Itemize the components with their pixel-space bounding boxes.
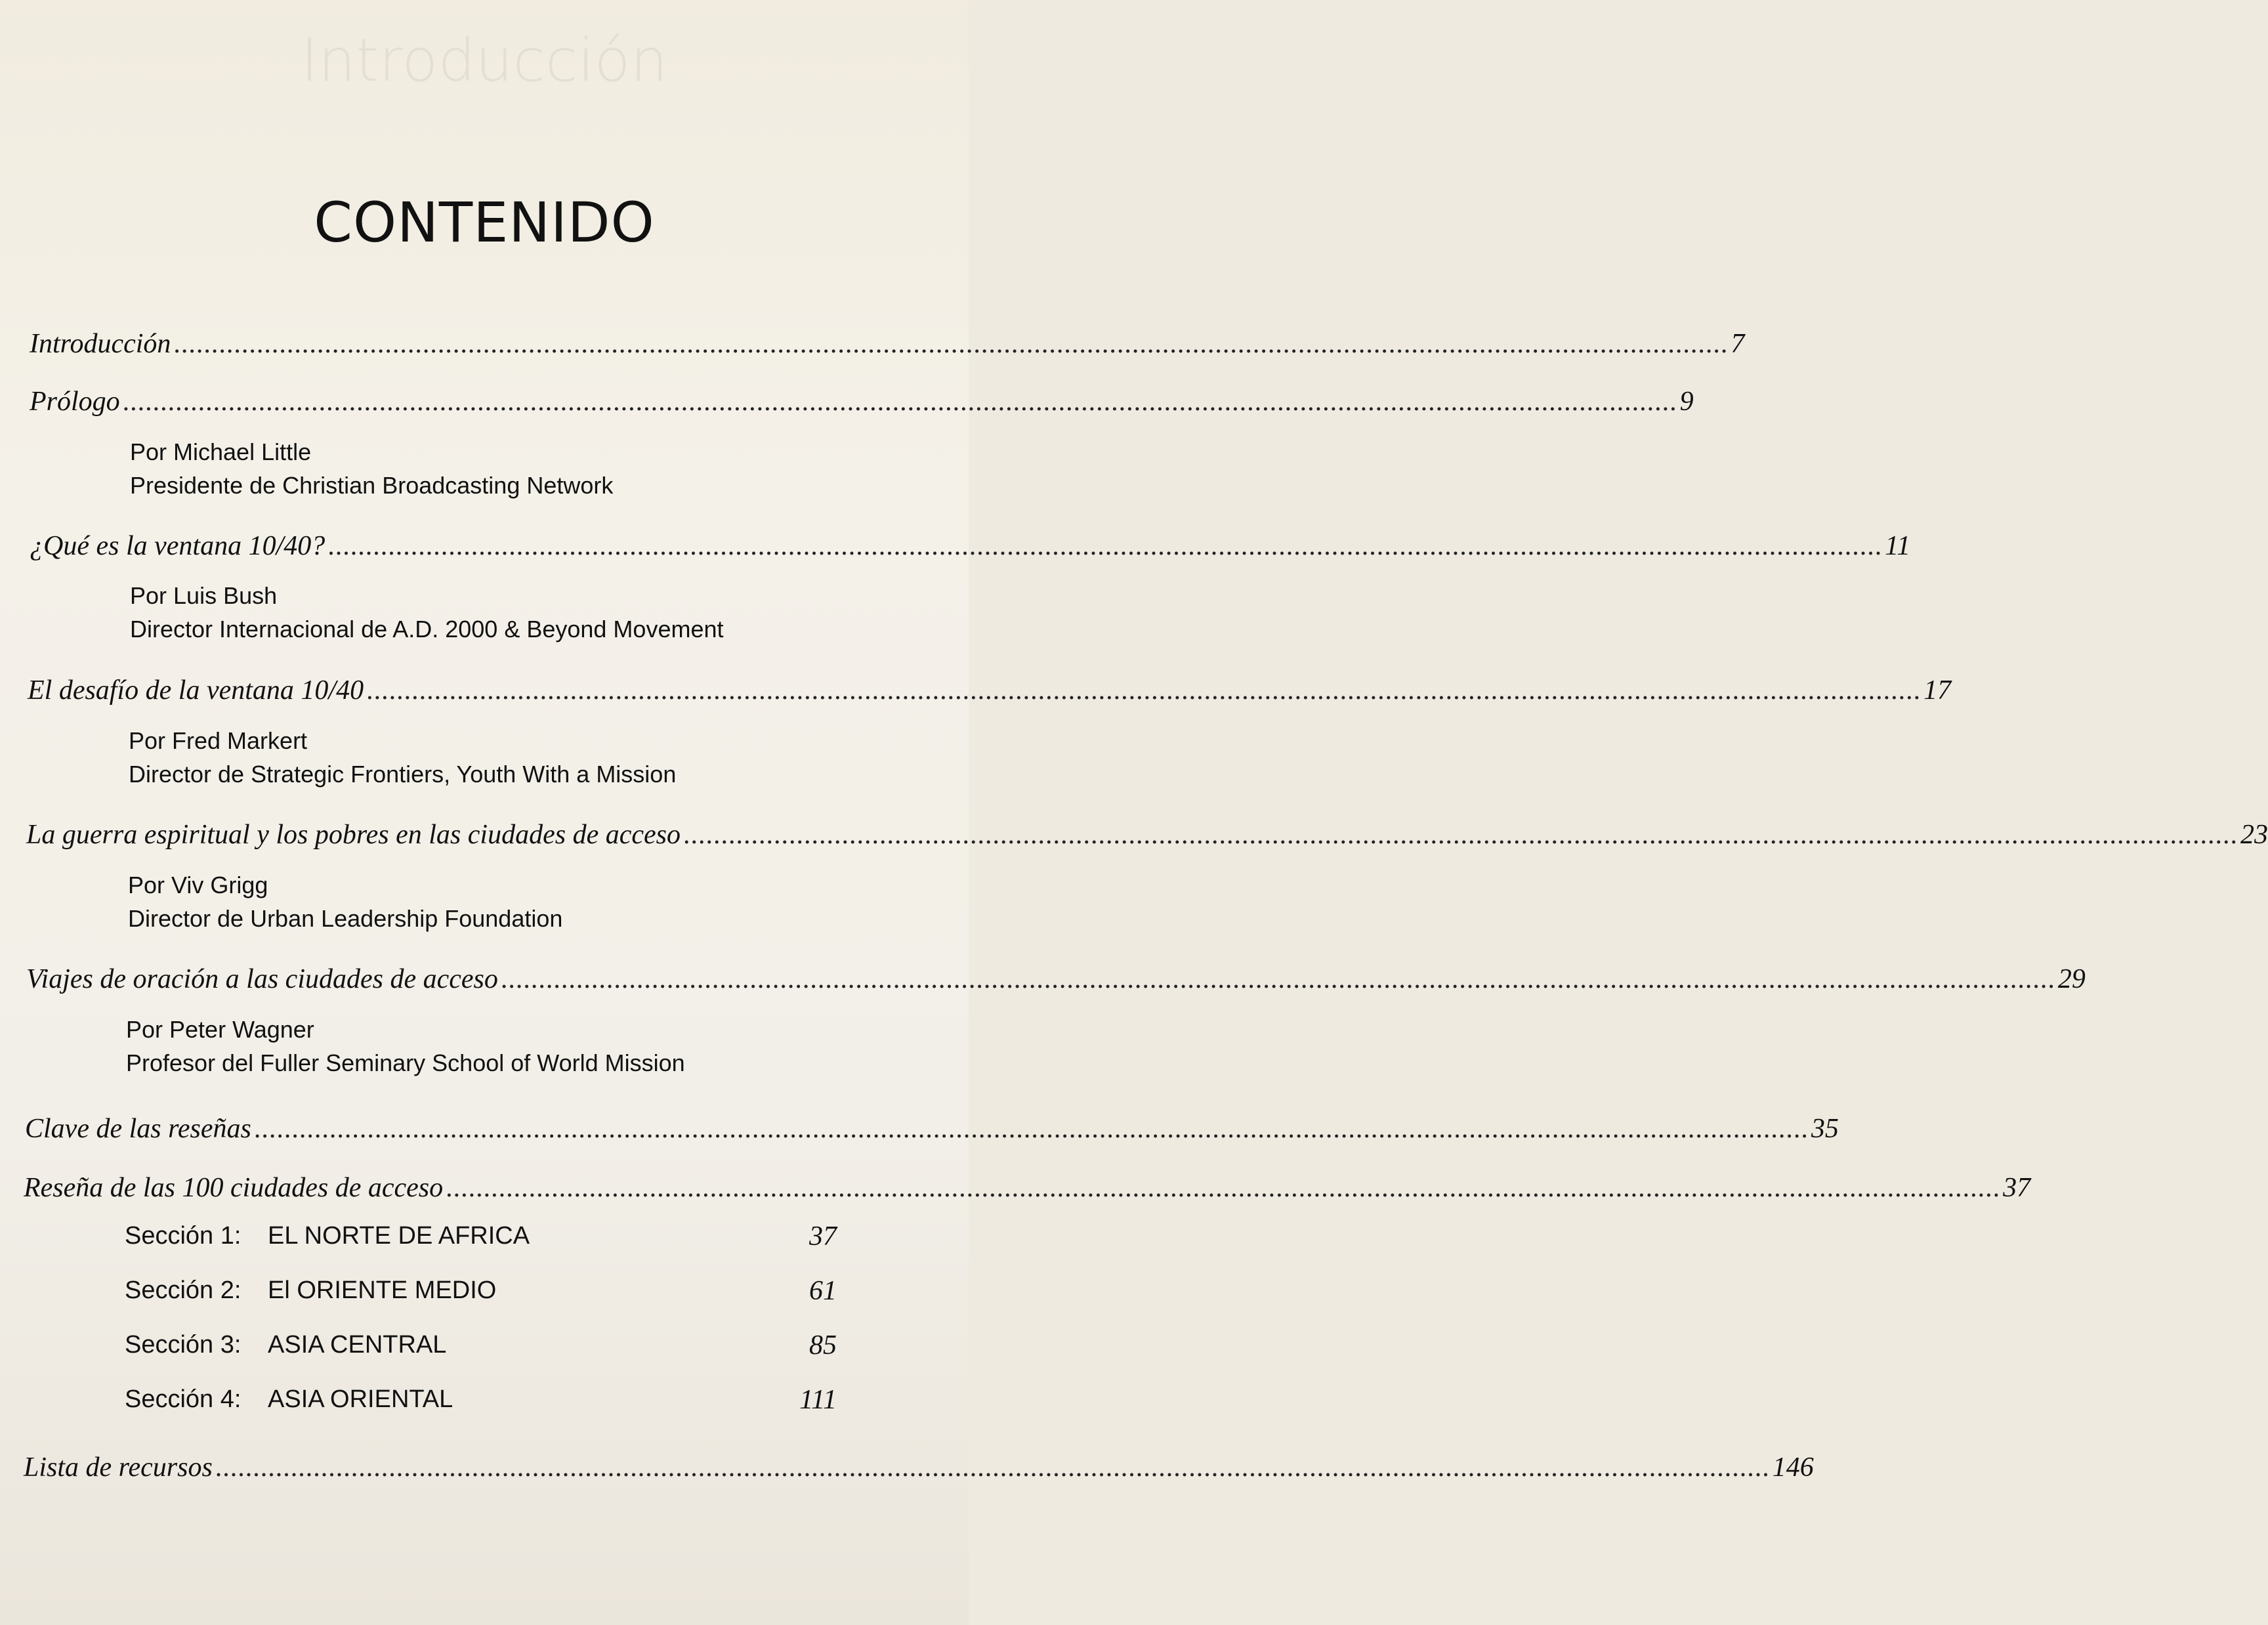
toc-entry-introduccion[interactable] [0, 328, 1745, 368]
toc-entry-title: Clave de las reseñas [25, 1114, 251, 1144]
leader-dots: .............................................................................................................................................................................................................. [173, 329, 1729, 359]
section-label: Sección 3: [125, 1331, 242, 1359]
toc-entry-title: Prólogo [30, 387, 120, 417]
section-label: Sección 1: [125, 1222, 242, 1250]
section-name: EL NORTE DE AFRICA [268, 1222, 530, 1250]
leader-dots: .............................................................................................................................................................................................................. [253, 1114, 1809, 1144]
section-page: 85 [809, 1330, 837, 1361]
section-page: 111 [799, 1385, 837, 1415]
toc-entry-page: 29 [2057, 964, 2086, 994]
toc-entry-page: 17 [1923, 675, 1952, 706]
bleed-through-heading: Introducción [301, 26, 668, 95]
toc-entry-page: 9 [1679, 387, 1694, 417]
toc-entry-author: Por Fred Markert [129, 727, 308, 754]
toc-entry-author: Por Peter Wagner [126, 1016, 314, 1043]
toc-entry-role: Director de Strategic Frontiers, Youth With a Mission [129, 761, 677, 788]
toc-entry-lista-de-recursos[interactable] [0, 1452, 1814, 1491]
section-page: 61 [809, 1276, 837, 1306]
toc-entry-la-guerra-espiritual[interactable] [0, 819, 2268, 858]
toc-entry-el-desafio[interactable] [0, 675, 1952, 714]
toc-entry-role: Director de Urban Leadership Foundation [128, 905, 563, 932]
leader-dots: .............................................................................................................................................................................................................. [366, 675, 1922, 706]
contents-title: CONTENIDO [314, 190, 655, 255]
toc-entry-clave-de-las-resenas[interactable] [0, 1113, 1839, 1152]
section-label: Sección 2: [125, 1277, 242, 1304]
leader-dots: .............................................................................................................................................................................................................. [327, 531, 1883, 561]
toc-entry-title: La guerra espiritual y los pobres en las ciudades de acceso [26, 820, 681, 850]
toc-entry-page: 11 [1885, 531, 1911, 561]
toc-entry-page: 146 [1772, 1452, 1814, 1483]
section-name: ASIA CENTRAL [268, 1331, 447, 1359]
toc-entry-title: Reseña de las 100 ciudades de acceso [24, 1173, 444, 1203]
leader-dots: .............................................................................................................................................................................................................. [500, 964, 2055, 994]
toc-entry-title: Viajes de oración a las ciudades de acceso [26, 964, 498, 994]
toc-entry-role: Presidente de Christian Broadcasting Network [130, 472, 614, 499]
toc-entry-title: Lista de recursos [24, 1452, 213, 1483]
leader-dots: .............................................................................................................................................................................................................. [683, 820, 2238, 850]
toc-entry-author: Por Luis Bush [130, 582, 278, 609]
toc-entry-title: ¿Qué es la ventana 10/40? [30, 531, 326, 561]
toc-entry-title: Introducción [30, 329, 171, 359]
section-name: ASIA ORIENTAL [268, 1385, 453, 1413]
toc-entry-viajes-de-oracion[interactable] [0, 963, 2086, 1003]
toc-entry-page: 35 [1811, 1114, 1839, 1144]
leader-dots: .............................................................................................................................................................................................................. [446, 1173, 2001, 1203]
toc-entry-prologo[interactable] [0, 386, 1694, 425]
toc-entry-page: 23 [2240, 820, 2268, 850]
toc-entry-author: Por Viv Grigg [128, 872, 268, 898]
leader-dots: .............................................................................................................................................................................................................. [215, 1452, 1770, 1483]
toc-entry-que-es-la-ventana[interactable] [0, 530, 1911, 570]
leader-dots: .............................................................................................................................................................................................................. [122, 387, 1677, 417]
toc-entry-page: 7 [1731, 329, 1745, 359]
toc-entry-author: Por Michael Little [130, 438, 312, 465]
toc-entry-page: 37 [2003, 1173, 2031, 1203]
section-name: El ORIENTE MEDIO [268, 1277, 497, 1304]
toc-entry-role: Director Internacional de A.D. 2000 & Beyond Movement [130, 616, 724, 643]
toc-entry-role: Profesor del Fuller Seminary School of World Mission [126, 1049, 685, 1076]
toc-entry-title: El desafío de la ventana 10/40 [28, 675, 364, 706]
toc-entry-resena-100-ciudades[interactable] [0, 1172, 2031, 1212]
section-page: 37 [809, 1221, 837, 1252]
section-label: Sección 4: [125, 1385, 242, 1413]
